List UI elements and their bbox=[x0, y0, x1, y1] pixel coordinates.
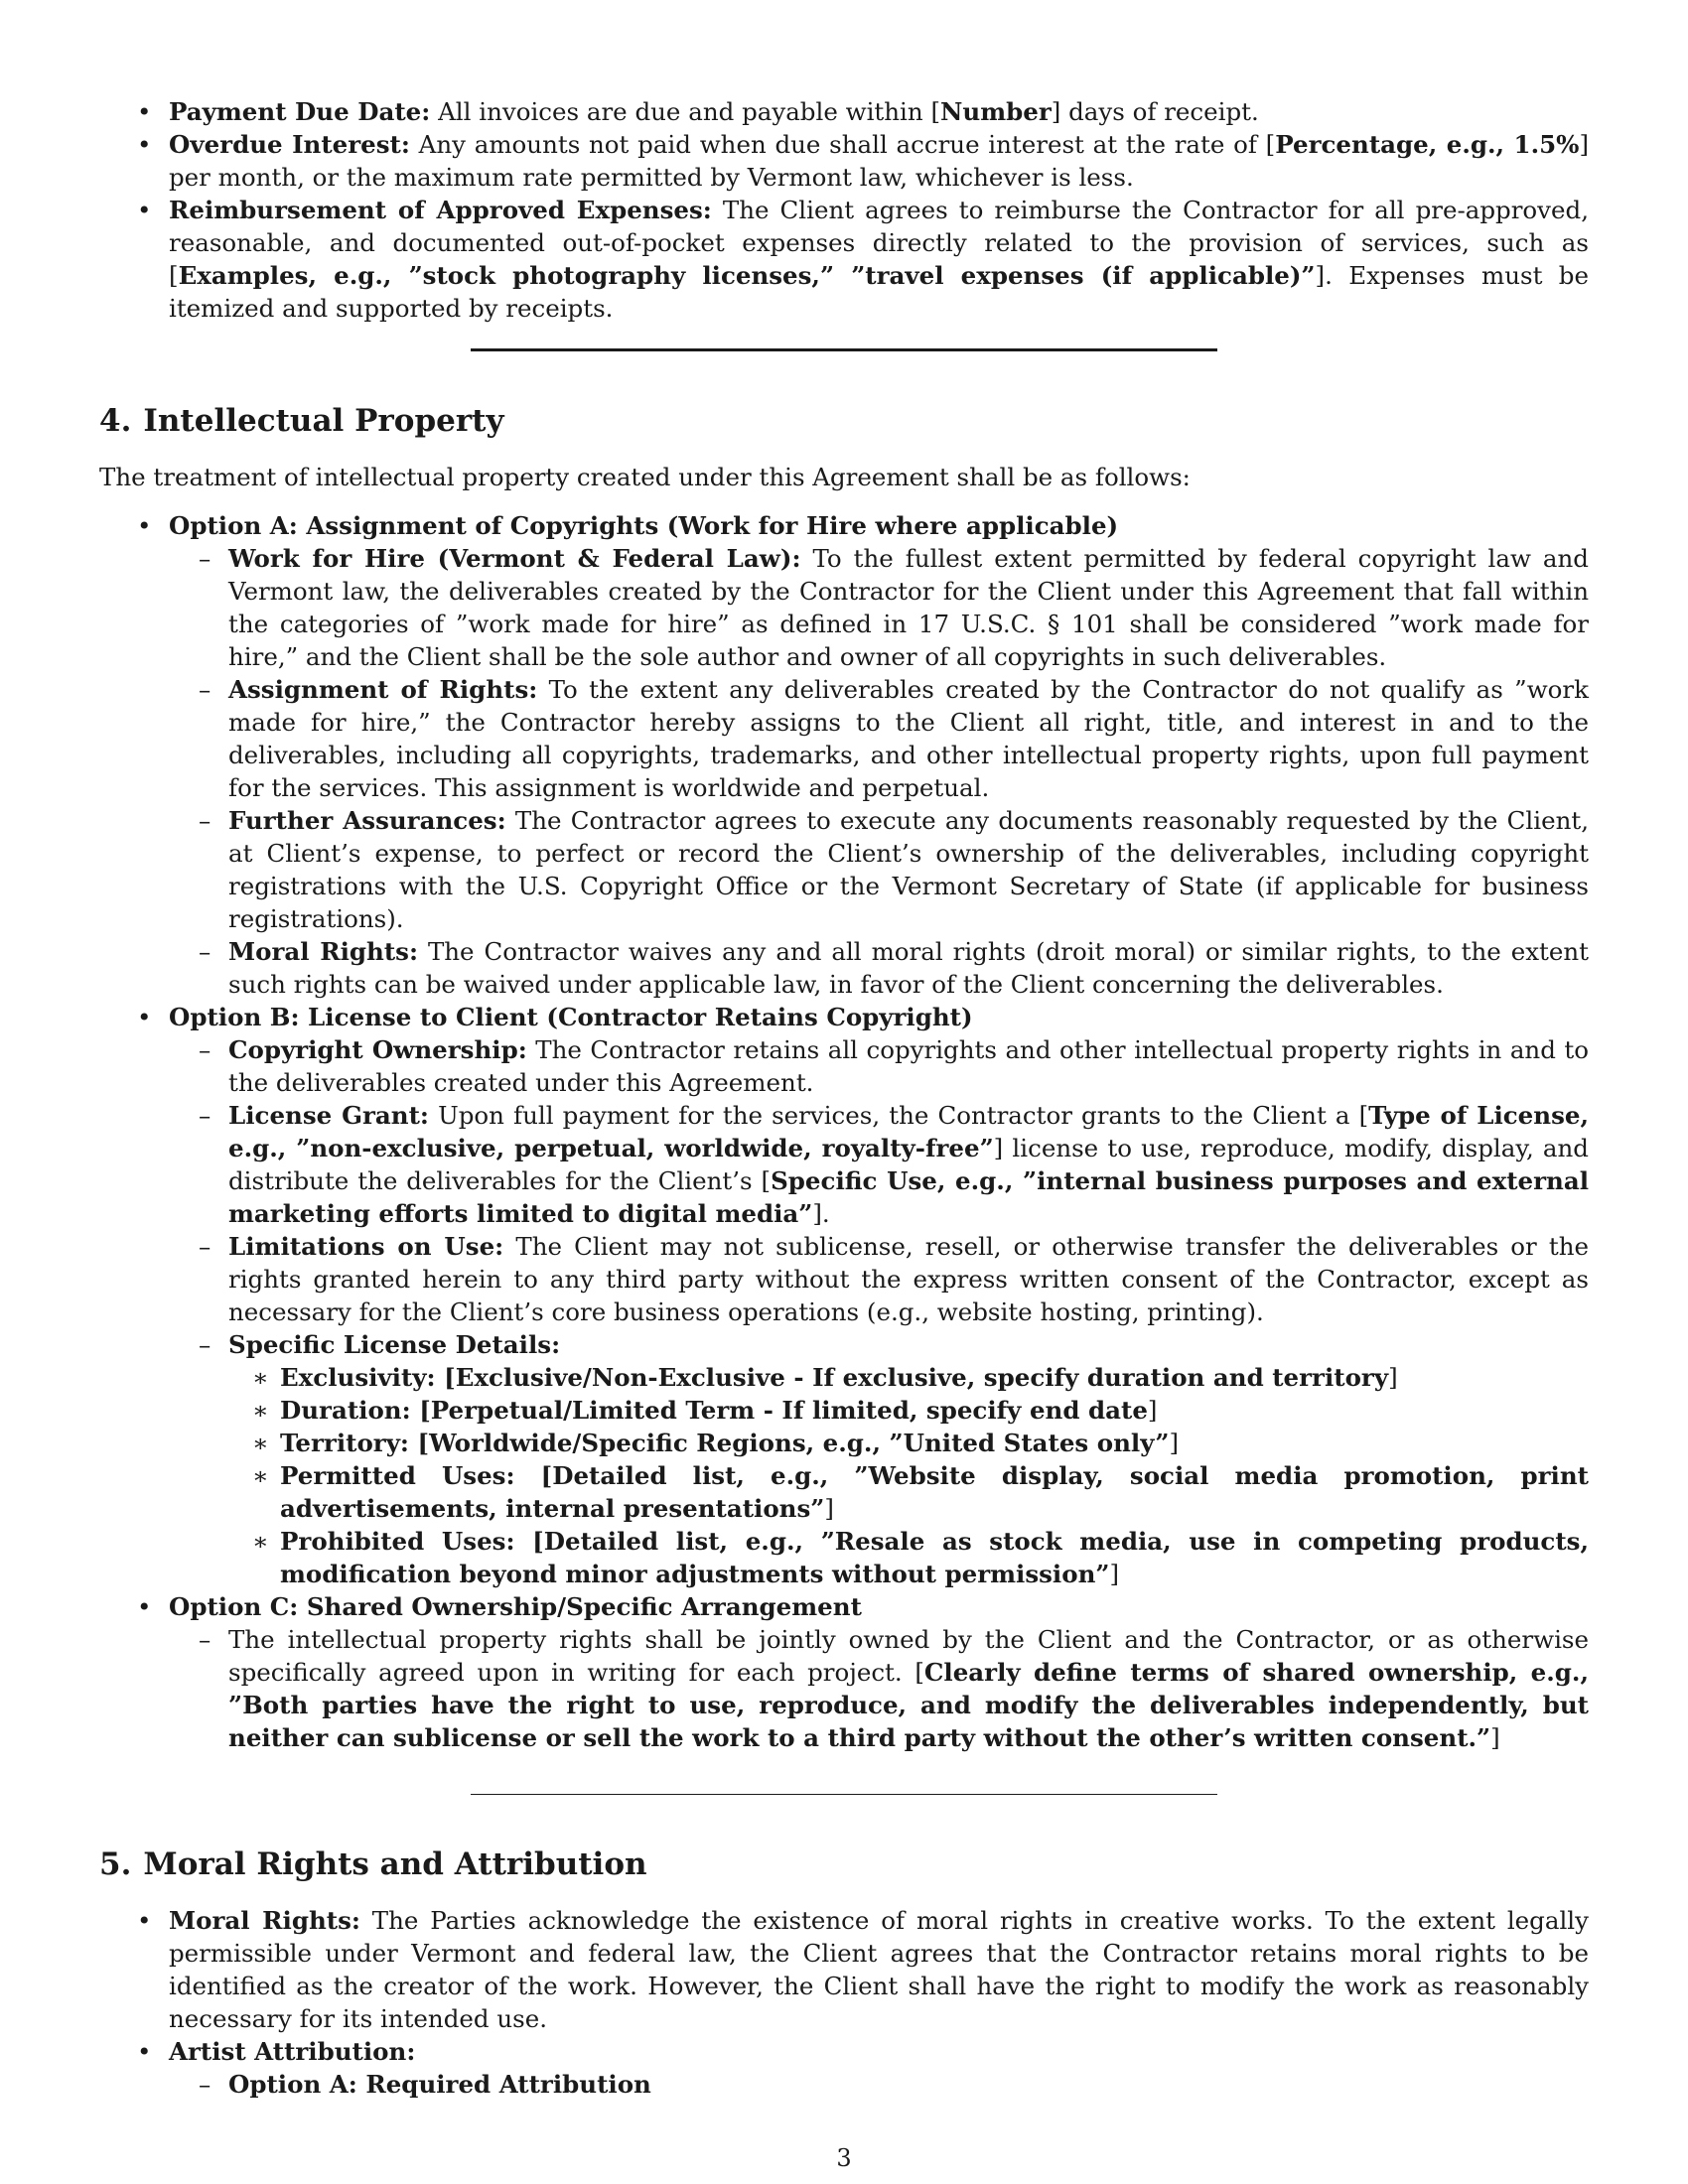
item-label: Work for Hire (Vermont & Federal Law): bbox=[228, 544, 801, 573]
section-4-number: 4. bbox=[99, 403, 132, 439]
section-5-heading bbox=[99, 1844, 1589, 1884]
ip-options-list bbox=[99, 509, 1589, 1754]
required-attribution-item bbox=[169, 2068, 1589, 2101]
item-text: The Client agrees to reimburse the Contractor for all pre-approved, reasonable, and documented out-of-pocket expenses directly related to the provision of services, such as [ bbox=[169, 196, 1589, 290]
detail-label: Exclusivity: bbox=[280, 1363, 436, 1392]
item-label: Limitations on Use: bbox=[228, 1232, 504, 1261]
item-text: The intellectual property rights shall be jointly owned by the Client and the Contractor, or as otherwise specifically agreed upon in writing for each project. [ bbox=[228, 1625, 1589, 1687]
required-attribution-label: Option A: Required Attribution bbox=[228, 2070, 651, 2099]
detail-value: Worldwide/Specific Regions, e.g., ”United States only” bbox=[429, 1429, 1170, 1457]
option-b-item bbox=[99, 1001, 1589, 1590]
option-b-sublist bbox=[169, 1033, 1589, 1590]
item-label: Assignment of Rights: bbox=[228, 675, 538, 704]
item-text: To the extent any deliverables created by the Contractor do not qualify as ”work made for hire,” the Contractor hereby assigns to the Client all right, title, and interest in and to the deliverables, including all copyrights, trademarks, and other intellectual property rights, upon full payment for the services. This assignment is worldwide and perpetual. bbox=[228, 675, 1589, 802]
license-details-list bbox=[228, 1361, 1589, 1590]
item-label: Copyright Ownership: bbox=[228, 1035, 527, 1064]
option-a-sublist bbox=[169, 542, 1589, 1001]
detail-content: Permitted Uses: [Detailed list, e.g., ”Website display, social media promotion, print advertisements, internal presentations” bbox=[280, 1461, 1589, 1523]
shared-ownership-item bbox=[169, 1623, 1589, 1754]
option-c-title: Option C: Shared Ownership/Specific Arrangement bbox=[169, 1592, 862, 1621]
section-5-title: Moral Rights and Attribution bbox=[143, 1846, 647, 1882]
placeholder-text: Type of License, e.g., ”non-exclusive, perpetual, worldwide, royalty-free” bbox=[228, 1101, 1589, 1162]
detail-label: Permitted Uses: bbox=[280, 1461, 515, 1490]
section-4-intro: The treatment of intellectual property created under this Agreement shall be as follows: bbox=[99, 463, 1191, 491]
reimbursement-item bbox=[99, 194, 1589, 325]
item-label: Reimbursement of Approved Expenses: bbox=[169, 196, 712, 224]
placeholder-text: Percentage, e.g., 1.5% bbox=[1275, 130, 1580, 159]
item-label: Payment Due Date: bbox=[169, 97, 431, 126]
placeholder-text: Number bbox=[940, 97, 1052, 126]
item-text: ] per month, or the maximum rate permitted by Vermont law, whichever is less. bbox=[169, 130, 1589, 192]
item-text: To the fullest extent permitted by federal copyright law and Vermont law, the deliverables created by the Contractor for the Client under this Agreement that fall within the categories of ”work made for hire” as defined in 17 U.S.C. § 101 shall be considered ”work made for hire,” and the Client shall be the sole author and owner of all copyrights in such deliverables. bbox=[228, 544, 1589, 671]
detail-label: Prohibited Uses: bbox=[280, 1527, 515, 1556]
detail-value: Detailed list, e.g., ”Resale as stock media, use in competing products, modification beyond minor adjustments without permission” bbox=[280, 1527, 1589, 1588]
item-label: Overdue Interest: bbox=[169, 130, 410, 159]
section-divider bbox=[471, 1794, 1217, 1795]
moral-rights-waiver-item bbox=[169, 935, 1589, 1001]
placeholder-text: Specific Use, e.g., ”internal business purposes and external marketing efforts limited to digital media” bbox=[228, 1166, 1590, 1228]
specific-license-details-item bbox=[169, 1328, 1589, 1590]
item-text: Any amounts not paid when due shall accrue interest at the rate of [ bbox=[409, 130, 1276, 159]
placeholder-text: Examples, e.g., ”stock photography licenses,” ”travel expenses (if applicable)” bbox=[178, 261, 1316, 290]
item-label: Further Assurances: bbox=[228, 806, 506, 835]
prohibited-uses-detail: ∗ Prohibited Uses: [Detailed list, e.g., ”Resale as stock media, use in competing products, modification beyond minor adjustments without permission”] bbox=[228, 1525, 1589, 1590]
detail-content: Prohibited Uses: [Detailed list, e.g., ”Resale as stock media, use in competing products, modification beyond minor adjustments without permission” bbox=[280, 1527, 1589, 1588]
payment-due-date-item bbox=[99, 95, 1589, 128]
item-text: ] bbox=[1490, 1723, 1500, 1752]
artist-attribution-label: Artist Attribution: bbox=[169, 2037, 416, 2066]
artist-attribution-item bbox=[99, 2035, 1589, 2101]
item-text: The Client may not sublicense, resell, or otherwise transfer the deliverables or the rights granted herein to any third party without the express written consent of the Contractor, except as necessary for the Client’s core business operations (e.g., website hosting, printing). bbox=[228, 1232, 1589, 1326]
item-text: ]. bbox=[812, 1199, 830, 1228]
moral-rights-label: Moral Rights: bbox=[169, 1906, 360, 1935]
copyright-ownership-item bbox=[169, 1033, 1589, 1099]
duration-detail: ∗ Duration: [Perpetual/Limited Term - If limited, specify end date] bbox=[228, 1394, 1589, 1427]
work-for-hire-item bbox=[169, 542, 1589, 673]
permitted-uses-detail: ∗ Permitted Uses: [Detailed list, e.g., ”Website display, social media promotion, print advertisements, internal presentations”] bbox=[228, 1459, 1589, 1525]
section-4-title: Intellectual Property bbox=[143, 403, 504, 439]
option-a-item bbox=[99, 509, 1589, 1001]
exclusivity-detail: ∗ Exclusivity: [Exclusive/Non-Exclusive - If exclusive, specify duration and territory] bbox=[228, 1361, 1589, 1394]
detail-value: Exclusive/Non-Exclusive - If exclusive, specify duration and territory bbox=[455, 1363, 1389, 1392]
attribution-options-list bbox=[169, 2068, 1589, 2101]
option-c-sublist bbox=[169, 1623, 1589, 1754]
item-text: The Contractor retains all copyrights and other intellectual property rights in and to the deliverables created under this Agreement. bbox=[228, 1035, 1589, 1097]
detail-label: Duration: bbox=[280, 1396, 411, 1425]
section-5-number: 5. bbox=[99, 1846, 132, 1882]
assignment-of-rights-item bbox=[169, 673, 1589, 804]
detail-content: Duration: [Perpetual/Limited Term - If limited, specify end date bbox=[280, 1396, 1148, 1425]
detail-value: Perpetual/Limited Term - If limited, specify end date bbox=[430, 1396, 1148, 1425]
territory-detail: ∗ Territory: [Worldwide/Specific Regions, e.g., ”United States only”] bbox=[228, 1427, 1589, 1459]
moral-rights-item bbox=[99, 1904, 1589, 2035]
item-text: The Contractor waives any and all moral rights (droit moral) or similar rights, to the extent such rights can be waived under applicable law, in favor of the Client concerning the deliverables. bbox=[228, 937, 1589, 999]
item-text: Upon full payment for the services, the Contractor grants to the Client a [ bbox=[428, 1101, 1369, 1130]
placeholder-text: Clearly define terms of shared ownership, e.g., ”Both parties have the right to use, reproduce, and modify the deliverables independently, but neither can sublicense or sell the work to a third party without the other’s written consent.” bbox=[228, 1658, 1589, 1752]
option-b-title: Option B: License to Client (Contractor Retains Copyright) bbox=[169, 1003, 973, 1031]
section-4-heading bbox=[99, 401, 1589, 441]
license-grant-item bbox=[169, 1099, 1589, 1230]
option-c-item bbox=[99, 1590, 1589, 1754]
item-label: License Grant: bbox=[228, 1101, 429, 1130]
item-text: The Contractor agrees to execute any documents reasonably requested by the Client, at Client’s expense, to perfect or record the Client’s ownership of the deliverables, including copyright registrations with the U.S. Copyright Office or the Vermont Secretary of State (if applicable for business registrations). bbox=[228, 806, 1589, 933]
further-assurances-item bbox=[169, 804, 1589, 935]
item-text: ]. Expenses must be itemized and supported by receipts. bbox=[169, 261, 1589, 323]
specific-license-details-label: Specific License Details: bbox=[228, 1330, 561, 1359]
page-number: 3 bbox=[836, 2144, 852, 2172]
detail-value: Detailed list, e.g., ”Website display, social media promotion, print advertisements, internal presentations” bbox=[280, 1461, 1589, 1523]
section-divider bbox=[471, 348, 1217, 351]
item-text: ] days of receipt. bbox=[1051, 97, 1259, 126]
item-text: All invoices are due and payable within [ bbox=[430, 97, 941, 126]
moral-rights-list bbox=[99, 1904, 1589, 2101]
option-a-title: Option A: Assignment of Copyrights (Work for Hire where applicable) bbox=[169, 511, 1119, 540]
item-label: Moral Rights: bbox=[228, 937, 418, 966]
detail-content: Exclusivity: [Exclusive/Non-Exclusive - If exclusive, specify duration and territory bbox=[280, 1363, 1389, 1392]
payment-terms-list bbox=[99, 95, 1589, 325]
moral-rights-text: The Parties acknowledge the existence of moral rights in creative works. To the extent legally permissible under Vermont and federal law, the Client agrees that the Contractor retains moral rights to be identified as the creator of the work. However, the Client shall have the right to modify the work as reasonably necessary for its intended use. bbox=[169, 1906, 1589, 2033]
limitations-on-use-item bbox=[169, 1230, 1589, 1328]
detail-content: Territory: [Worldwide/Specific Regions, e.g., ”United States only” bbox=[280, 1429, 1170, 1457]
detail-label: Territory: bbox=[280, 1429, 409, 1457]
item-text: ] license to use, reproduce, modify, display, and distribute the deliverables for the Client’s [ bbox=[228, 1134, 1589, 1195]
overdue-interest-item bbox=[99, 128, 1589, 194]
document-page bbox=[99, 95, 1589, 2101]
